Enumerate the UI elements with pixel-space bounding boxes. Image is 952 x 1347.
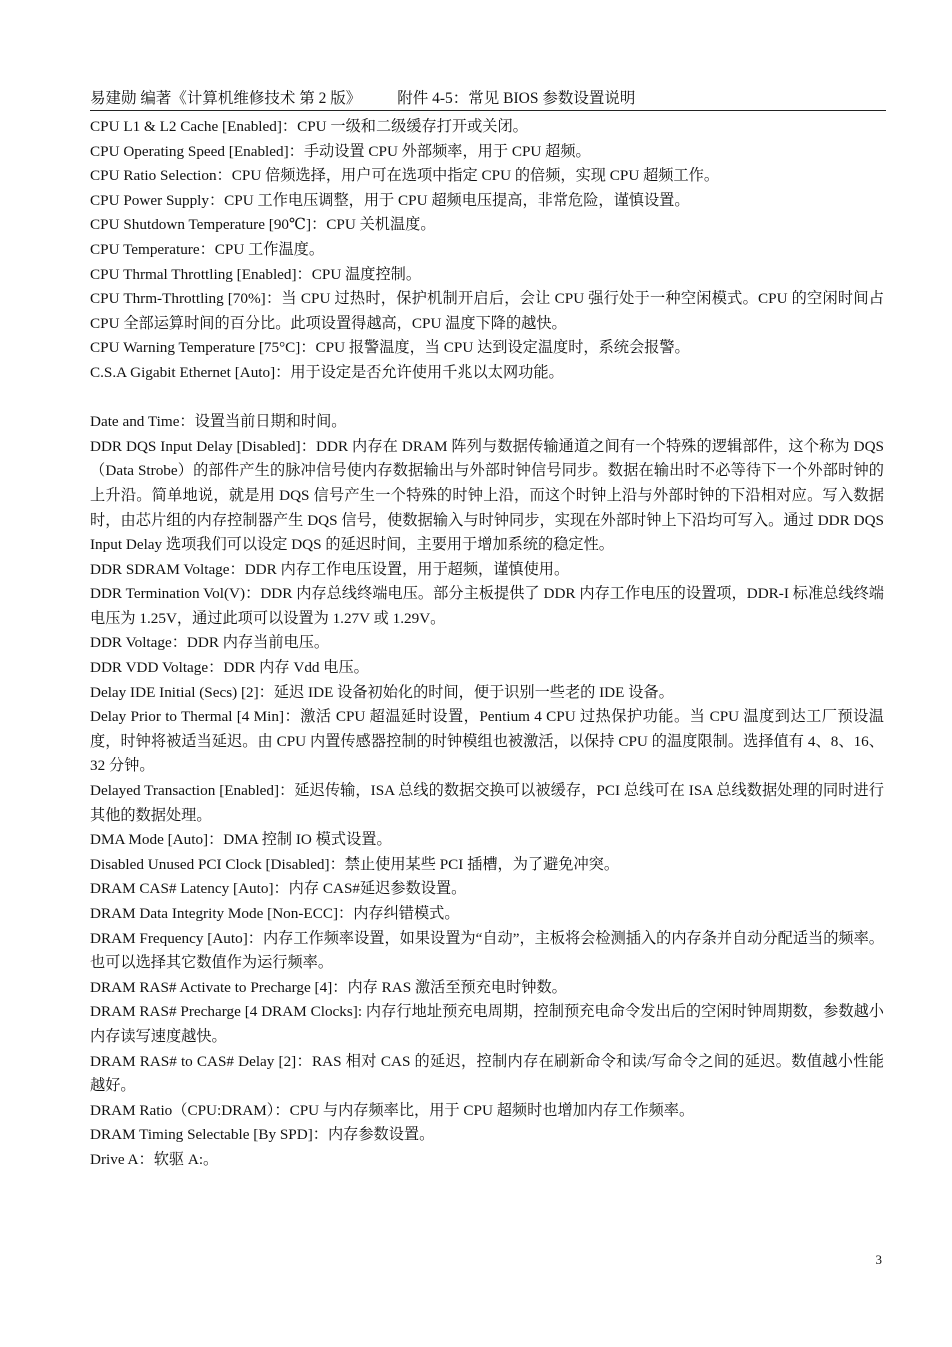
entry-cpu-ratio-selection: CPU Ratio Selection：CPU 倍频选择，用户可在选项中指定 CPU 的倍频，实现 CPU 超频工作。 — [90, 167, 720, 185]
entry-delay-ide-initial: Delay IDE Initial (Secs) [2]：延迟 IDE 设备初始化的时间，便于识别一些老的 IDE 设备。 — [90, 683, 674, 701]
appendix-title: 附件 4-5：常见 BIOS 参数设置说明 — [397, 90, 636, 107]
entry-csa-gigabit-ethernet: C.S.A Gigabit Ethernet [Auto]：用于设定是否允许使用千兆以太网功能。 — [90, 363, 564, 381]
entry-ddr-termination-vol: DDR Termination Vol(V)：DDR 内存总线终端电压。部分主板提供了 DDR 内存工作电压的设置项，DDR-I 标准总线终端电压为 1.25V，通过此项可以设置为 1.27V 或 1.29V。 — [90, 585, 884, 627]
entry-dram-ras-precharge: DRAM RAS# Precharge [4 DRAM Clocks]: 内存行地址预充电周期，控制预充电命令发出后的空闲时钟周期数，参数越小内存读写速度越快。 — [90, 1003, 884, 1045]
page-number: 3 — [875, 1252, 882, 1267]
entry-dram-timing-selectable: DRAM Timing Selectable [By SPD]：内存参数设置。 — [90, 1126, 435, 1144]
entry-cpu-shutdown-temperature: CPU Shutdown Temperature [90℃]：CPU 关机温度。 — [90, 216, 436, 234]
entry-dram-cas-latency: DRAM CAS# Latency [Auto]：内存 CAS#延迟参数设置。 — [90, 880, 467, 898]
book-title: 易建勋 编著《计算机维修技术 第 2 版》 — [90, 90, 362, 107]
section-gap — [90, 386, 884, 411]
entry-cpu-operating-speed: CPU Operating Speed [Enabled]：手动设置 CPU 外部频率，用于 CPU 超频。 — [90, 142, 591, 160]
entry-disabled-unused-pci-clock: Disabled Unused PCI Clock [Disabled]：禁止使用某些 PCI 插槽，为了避免冲突。 — [90, 855, 620, 873]
entry-dram-ratio: DRAM Ratio（CPU:DRAM）：CPU 与内存频率比，用于 CPU 超频时也增加内存工作频率。 — [90, 1101, 695, 1119]
entry-ddr-dqs-input-delay: DDR DQS Input Delay [Disabled]：DDR 内存在 DRAM 阵列与数据传输通道之间有一个特殊的逻辑部件，这个称为 DQS（Data Strobe）的部件产生的脉冲信号使内存数据输出与外部时钟信号同步。数据在输出时不必等待下一个外部时钟的上升沿。简单地说，就是用 DQS 信号产生一个特殊的时钟上沿，而这个时钟上沿与外部时钟的下沿相对应。写入数据时，由芯片组的内存控制器产生 DQS 信号，使数据输入与时钟同步，实现在外部时钟上下沿均可写入。通过 DDR DQS Input Delay 选项我们可以设定 DQS 的延迟时间，主要用于增加系统的稳定性。 — [90, 437, 884, 554]
entry-date-and-time: Date and Time：设置当前日期和时间。 — [90, 413, 347, 431]
entry-dram-frequency: DRAM Frequency [Auto]：内存工作频率设置，如果设置为“自动”，主板将会检测插入的内存条并自动分配适当的频率。也可以选择其它数值作为运行频率。 — [90, 929, 884, 972]
entry-dram-data-integrity-mode: DRAM Data Integrity Mode [Non-ECC]：内存纠错模式。 — [90, 905, 460, 922]
entry-dram-ras-activate-to-precharge: DRAM RAS# Activate to Precharge [4]：内存 RAS 激活至预充电时钟数。 — [90, 978, 567, 996]
document-body — [90, 115, 884, 1173]
entry-delay-prior-to-thermal: Delay Prior to Thermal [4 Min]：激活 CPU 超温延时设置，Pentium 4 CPU 过热保护功能。当 CPU 温度到达工厂预设温度，时钟将被适当延迟。由 CPU 内置传感器控制的时钟模组也被激活，以保持 CPU 的温度限制。选择值有 4、8、16、32 分钟。 — [90, 708, 884, 775]
entry-dram-ras-to-cas-delay: DRAM RAS# to CAS# Delay [2]：RAS 相对 CAS 的延迟，控制内存在刷新命令和读/写命令之间的延迟。数值越小性能越好。 — [90, 1052, 884, 1095]
entry-ddr-voltage: DDR Voltage：DDR 内存当前电压。 — [90, 634, 330, 652]
page-header — [90, 88, 886, 111]
entry-ddr-vdd-voltage: DDR VDD Voltage：DDR 内存 Vdd 电压。 — [90, 659, 369, 677]
entry-ddr-sdram-voltage: DDR SDRAM Voltage：DDR 内存工作电压设置，用于超频，谨慎使用。 — [90, 560, 570, 578]
entry-dma-mode: DMA Mode [Auto]：DMA 控制 IO 模式设置。 — [90, 831, 392, 849]
entry-delayed-transaction: Delayed Transaction [Enabled]：延迟传输，ISA 总线的数据交换可以被缓存，PCI 总线可在 ISA 总线数据处理的同时进行其他的数据处理。 — [90, 782, 884, 824]
entry-cpu-l1-l2-cache: CPU L1 & L2 Cache [Enabled]：CPU 一级和二级缓存打开或关闭。 — [90, 118, 528, 135]
entry-cpu-power-supply: CPU Power Supply：CPU 工作电压调整，用于 CPU 超频电压提高，非常危险，谨慎设置。 — [90, 191, 690, 209]
entry-drive-a: Drive A：软驱 A:。 — [90, 1150, 219, 1168]
entry-cpu-thrmal-throttling: CPU Thrmal Throttling [Enabled]：CPU 温度控制。 — [90, 265, 422, 283]
entry-cpu-thrm-throttling: CPU Thrm-Throttling [70%]：当 CPU 过热时，保护机制开启后，会让 CPU 强行处于一种空闲模式。CPU 的空闲时间占 CPU 全部运算时间的百分比。此项设置得越高，CPU 温度下降的越快。 — [90, 290, 884, 332]
entry-cpu-warning-temperature: CPU Warning Temperature [75°C]：CPU 报警温度，当 CPU 达到设定温度时，系统会报警。 — [90, 339, 690, 357]
entry-cpu-temperature: CPU Temperature：CPU 工作温度。 — [90, 240, 325, 258]
